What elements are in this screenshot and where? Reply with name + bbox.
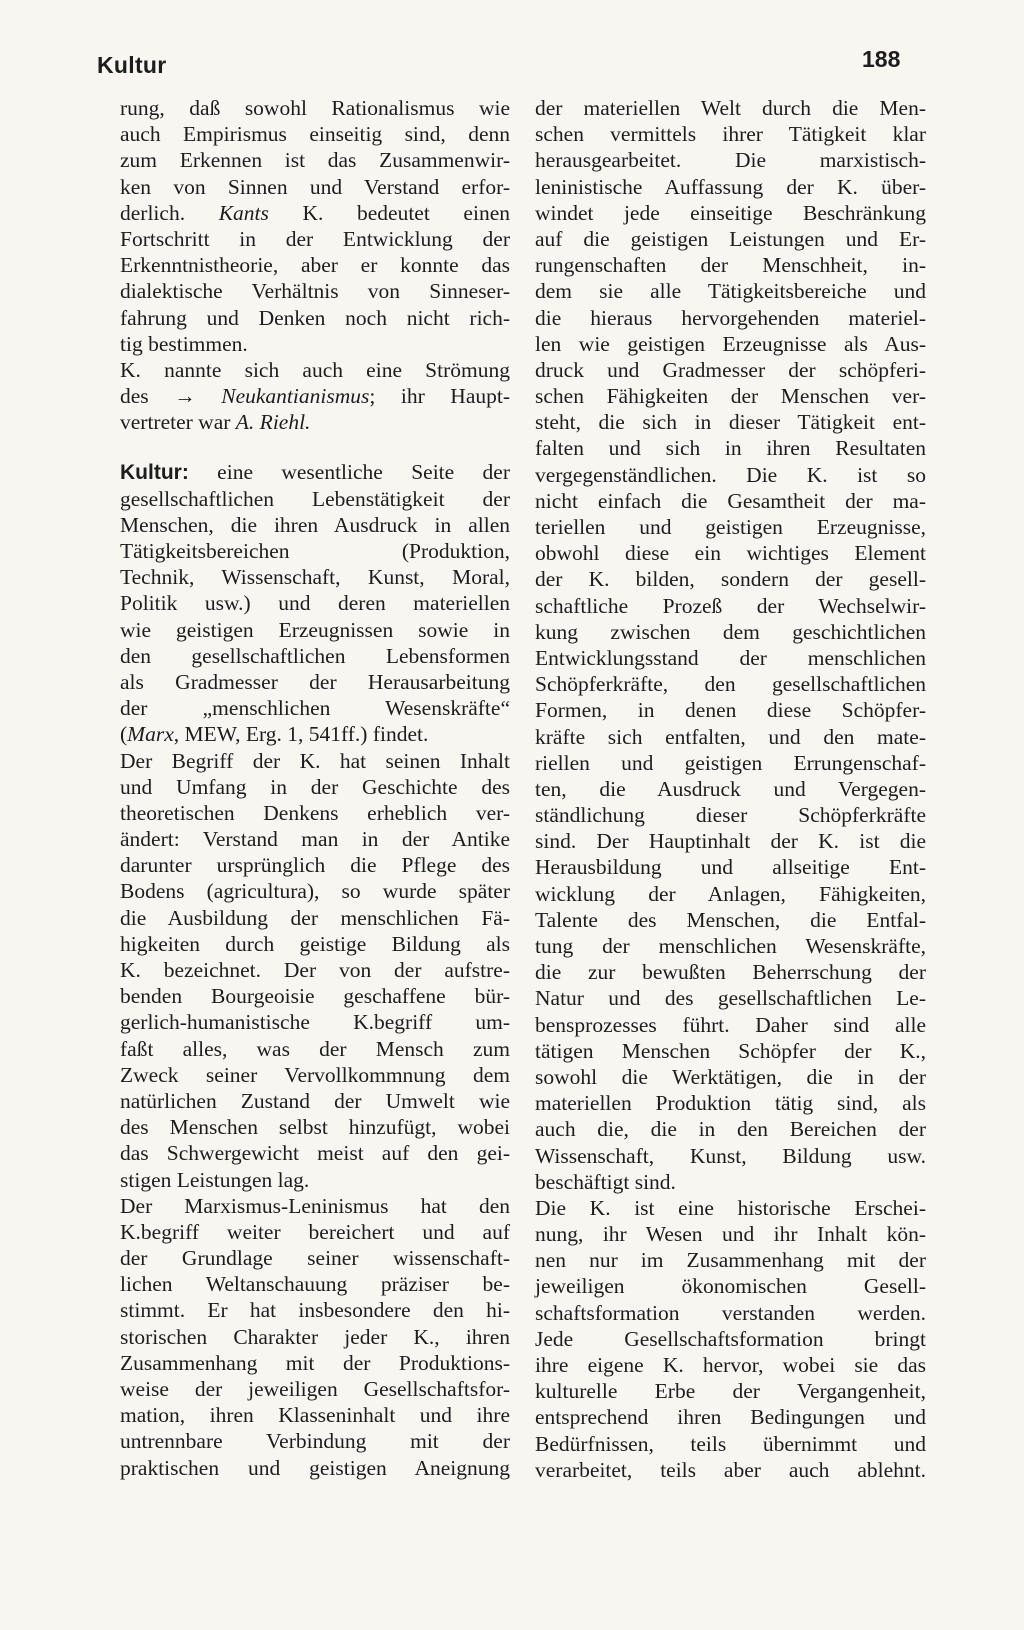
text-run: storischen Charakter jeder K., ihren	[120, 1324, 510, 1349]
text-line	[120, 331, 510, 357]
text-run: tig bestimmen.	[120, 331, 248, 356]
text-run: wie geistigen Erzeugnissen sowie in	[120, 617, 510, 642]
text-line	[535, 200, 926, 226]
text-run: Zusammenhang mit der Produktions-	[120, 1350, 510, 1375]
text-run: Erkenntnistheorie, aber er konnte das	[120, 253, 510, 278]
text-run: vertreter war	[120, 410, 236, 435]
text-line	[535, 1038, 926, 1064]
text-line	[120, 1297, 510, 1323]
text-run: K. nannte sich auch eine Strömung	[120, 357, 510, 382]
text-line	[120, 1036, 510, 1062]
text-run: riellen und geistigen Errungenschaf-	[535, 750, 926, 775]
text-run: steht, die sich in dieser Tätigkeit ent-	[535, 410, 926, 435]
text-line	[535, 671, 926, 697]
text-line	[120, 617, 510, 643]
text-run: Der Begriff der K. hat seinen Inhalt	[120, 748, 510, 773]
text-line	[120, 1062, 510, 1088]
text-run: Marx	[127, 722, 174, 747]
text-run: der „menschlichen Wesenskräfte“	[120, 696, 510, 721]
text-line	[120, 278, 510, 304]
text-line	[535, 1221, 926, 1247]
left-text-column	[120, 95, 510, 1481]
text-run: Bodens (agricultura), so wurde später	[120, 879, 510, 904]
text-run: rung, daß sowohl Rationalismus wie	[120, 96, 510, 120]
text-run: len wie geistigen Erzeugnisse als Aus-	[535, 331, 926, 356]
text-line	[535, 697, 926, 723]
text-line	[120, 1114, 510, 1140]
text-run: Jede Gesellschaftsformation bringt	[535, 1326, 926, 1351]
text-line	[535, 1352, 926, 1378]
text-run: Herausbildung und allseitige Ent-	[535, 855, 926, 880]
text-run: falten und sich in ihren Resultaten	[535, 436, 926, 461]
text-run: schaftliche Prozeß der Wechselwir-	[535, 593, 926, 618]
text-run: natürlichen Zustand der Umwelt wie	[120, 1088, 510, 1113]
text-line	[535, 1116, 926, 1142]
text-line	[120, 669, 510, 695]
text-line	[120, 905, 510, 931]
text-run: Technik, Wissenschaft, Kunst, Moral,	[120, 565, 510, 590]
text-line	[535, 619, 926, 645]
text-run: ändert: Verstand man in der Antike	[120, 827, 510, 852]
text-line	[120, 409, 510, 435]
text-line	[120, 643, 510, 669]
text-line	[120, 226, 510, 252]
text-line	[535, 776, 926, 802]
text-run: wicklung der Anlagen, Fähigkeiten,	[535, 881, 926, 906]
text-line	[120, 1271, 510, 1297]
text-run: obwohl diese ein wichtiges Element	[535, 541, 926, 566]
text-line	[535, 1300, 926, 1326]
text-line	[535, 147, 926, 173]
text-line	[120, 1245, 510, 1271]
text-run: nen nur im Zusammenhang mit der	[535, 1248, 926, 1273]
text-line	[120, 564, 510, 590]
page-number: 188	[862, 46, 901, 72]
text-line	[535, 645, 926, 671]
text-run: lichen Weltanschauung präziser be-	[120, 1272, 510, 1297]
text-line	[535, 95, 926, 121]
text-line	[120, 305, 510, 331]
text-run: Entwicklungsstand der menschlichen	[535, 645, 926, 670]
text-line	[120, 538, 510, 564]
text-run: stigen Leistungen lag.	[120, 1167, 310, 1192]
text-line	[535, 331, 926, 357]
text-run: kräfte sich entfalten, und den mate-	[535, 724, 926, 749]
text-line	[120, 878, 510, 904]
text-run: dem sie alle Tätigkeitsbereiche und	[535, 279, 926, 304]
text-run: Politik usw.) und deren materiellen	[120, 591, 510, 616]
text-line	[120, 1193, 510, 1219]
text-run: derlich.	[120, 200, 219, 225]
text-run: Schöpferkräfte, den gesellschaftlichen	[535, 672, 926, 697]
text-run: das Schwergewicht meist auf den gei-	[120, 1141, 510, 1166]
text-run: ; ihr Haupt-	[369, 384, 510, 409]
text-run: des	[120, 384, 175, 409]
text-line	[120, 590, 510, 616]
text-run: der Grundlage seiner wissenschaft-	[120, 1246, 510, 1271]
text-line	[120, 1009, 510, 1035]
text-line	[535, 593, 926, 619]
text-line	[120, 174, 510, 200]
text-run: leninistische Auffassung der K. über-	[535, 174, 926, 199]
text-run: auf die geistigen Leistungen und Er-	[535, 226, 926, 251]
text-run: gerlich-humanistische K.begriff um-	[120, 1010, 510, 1035]
text-line	[120, 1455, 510, 1481]
text-line	[535, 985, 926, 1011]
text-run: nung, ihr Wesen und ihr Inhalt kön-	[535, 1222, 926, 1247]
text-line	[535, 802, 926, 828]
text-line	[120, 1219, 510, 1245]
text-line	[120, 983, 510, 1009]
text-run: auch Empirismus einseitig sind, denn	[120, 122, 510, 147]
text-run: verarbeitet, teils aber auch ablehnt.	[535, 1457, 926, 1482]
text-run: des Menschen selbst hinzufügt, wobei	[120, 1115, 510, 1140]
text-run: auch die, die in den Bereichen der	[535, 1117, 926, 1142]
text-run: Neukantianismus	[195, 384, 370, 409]
text-line	[120, 721, 510, 747]
text-run: die hieraus hervorgehenden materiel-	[535, 305, 926, 330]
text-line	[120, 1140, 510, 1166]
text-line	[120, 1324, 510, 1350]
text-run: stimmt. Er hat insbesondere den hi-	[120, 1298, 510, 1323]
text-run: ihre eigene K. hervor, wobei sie das	[535, 1353, 926, 1377]
text-line	[535, 121, 926, 147]
text-run: die zur bewußten Beherrschung der	[535, 960, 926, 985]
text-run: druck und Gradmesser der schöpferi-	[535, 357, 926, 382]
text-line	[535, 278, 926, 304]
text-line	[535, 435, 926, 461]
text-line	[120, 1167, 510, 1193]
text-line	[535, 1012, 926, 1038]
text-run: Kants	[218, 200, 269, 225]
text-run: eine wesentliche Seite der	[188, 460, 510, 485]
text-run: die Ausbildung der menschlichen Fä-	[120, 905, 510, 930]
text-run: schen Fähigkeiten der Menschen ver-	[535, 384, 926, 409]
right-text-column	[535, 95, 926, 1483]
text-line	[535, 1431, 926, 1457]
text-line	[120, 512, 510, 538]
text-line	[120, 1402, 510, 1428]
text-run: als Gradmesser der Herausarbeitung	[120, 669, 510, 694]
text-line	[120, 121, 510, 147]
text-run: dialektische Verhältnis von Sinneser-	[120, 279, 510, 304]
text-run: ten, die Ausdruck und Vergegen-	[535, 776, 926, 801]
text-line	[535, 540, 926, 566]
text-run: kulturelle Erbe der Vergangenheit,	[535, 1379, 926, 1404]
text-line	[535, 724, 926, 750]
text-run: ken von Sinnen und Verstand erfor-	[120, 174, 510, 199]
text-run: benden Bourgeoisie geschaffene bür-	[120, 984, 510, 1009]
text-line	[120, 1428, 510, 1454]
text-line	[535, 1090, 926, 1116]
text-line	[535, 488, 926, 514]
text-line	[120, 383, 510, 409]
text-run: schen vermittels ihrer Tätigkeit klar	[535, 122, 926, 147]
text-run: Bedürfnissen, teils übernimmt und	[535, 1431, 926, 1456]
text-run: schaftsformation verstanden werden.	[535, 1300, 926, 1325]
text-line	[535, 1326, 926, 1352]
text-run: den gesellschaftlichen Lebensformen	[120, 643, 510, 668]
text-line	[120, 459, 510, 485]
text-run: Tätigkeitsbereichen (Produktion,	[120, 539, 510, 563]
text-line	[535, 1169, 926, 1195]
text-run: rungenschaften der Menschheit, in-	[535, 253, 926, 278]
text-line	[120, 852, 510, 878]
text-run: Zweck seiner Vervollkommnung dem	[120, 1062, 510, 1087]
text-run: jeweiligen ökonomischen Gesell-	[535, 1274, 926, 1299]
text-line	[120, 800, 510, 826]
text-run: weise der jeweiligen Gesellschaftsfor-	[120, 1377, 510, 1401]
text-line	[535, 383, 926, 409]
text-line	[120, 1350, 510, 1376]
text-run: vergegenständlichen. Die K. ist so	[535, 462, 926, 487]
text-run: entsprechend ihren Bedingungen und	[535, 1405, 926, 1430]
text-line	[535, 1378, 926, 1404]
text-line	[535, 1273, 926, 1299]
text-run: Fortschritt in der Entwicklung der	[120, 226, 510, 251]
text-line	[535, 907, 926, 933]
text-line	[120, 1376, 510, 1402]
text-line	[535, 1143, 926, 1169]
text-run: beschäftigt sind.	[535, 1169, 676, 1194]
text-run: und Umfang in der Geschichte des	[120, 774, 510, 799]
text-run: theoretischen Denkens erheblich ver-	[120, 800, 510, 825]
text-line	[120, 95, 510, 121]
text-run: Formen, in denen diese Schöpfer-	[535, 698, 926, 723]
text-line	[120, 957, 510, 983]
text-run: windet jede einseitige Beschränkung	[535, 200, 926, 225]
text-line	[120, 357, 510, 383]
text-line	[120, 826, 510, 852]
text-line	[535, 409, 926, 435]
text-run: Die K. ist eine historische Erschei-	[535, 1195, 926, 1220]
text-run: Talente des Menschen, die Entfal-	[535, 907, 926, 932]
text-run: tung der menschlichen Wesenskräfte,	[535, 934, 926, 958]
text-line	[535, 305, 926, 331]
text-run: herausgearbeitet. Die marxistisch-	[535, 148, 926, 173]
text-line	[535, 252, 926, 278]
text-run: materiellen Produktion tätig sind, als	[535, 1091, 926, 1116]
text-run: kung zwischen dem geschichtlichen	[535, 619, 926, 644]
text-line	[535, 1404, 926, 1430]
text-run: sowohl die Werktätigen, die in der	[535, 1064, 926, 1089]
text-line	[535, 933, 926, 959]
text-run: untrennbare Verbindung mit der	[120, 1429, 510, 1454]
text-line	[120, 486, 510, 512]
text-line	[535, 959, 926, 985]
text-run: K. bedeutet einen	[268, 200, 510, 225]
text-run: bensprozesses führt. Daher sind alle	[535, 1012, 926, 1037]
text-line	[535, 828, 926, 854]
text-run: zum Erkennen ist das Zusammenwir-	[120, 148, 510, 173]
text-run: teriellen und geistigen Erzeugnisse,	[535, 515, 926, 539]
running-header-title: Kultur	[97, 52, 167, 78]
text-run: tätigen Menschen Schöpfer der K.,	[535, 1038, 926, 1063]
text-line	[535, 462, 926, 488]
text-run: der K. bilden, sondern der gesell-	[535, 567, 926, 592]
text-line	[120, 200, 510, 226]
text-run: der materiellen Welt durch die Men-	[535, 96, 926, 120]
text-line	[120, 147, 510, 173]
text-run: Menschen, die ihren Ausdruck in allen	[120, 512, 510, 537]
text-run: A. Riehl.	[235, 410, 311, 435]
entry-headword: Kultur:	[120, 461, 189, 485]
text-run: higkeiten durch geistige Bildung als	[120, 931, 510, 956]
text-line	[120, 748, 510, 774]
text-run: K. bezeichnet. Der von der aufstre-	[120, 958, 510, 982]
text-run: gesellschaftlichen Lebenstätigkeit der	[120, 486, 510, 511]
text-line	[120, 1088, 510, 1114]
text-run: fahrung und Denken noch nicht rich-	[120, 305, 510, 330]
text-line	[535, 854, 926, 880]
text-line	[535, 1457, 926, 1483]
text-run: (	[120, 722, 128, 747]
text-line	[535, 357, 926, 383]
text-run: darunter ursprünglich die Pflege des	[120, 853, 510, 878]
text-line	[535, 174, 926, 200]
text-run: →	[174, 384, 196, 409]
text-run: Wissenschaft, Kunst, Bildung usw.	[535, 1143, 926, 1168]
text-line	[535, 226, 926, 252]
text-run: nicht einfach die Gesamtheit der ma-	[535, 488, 926, 513]
text-line	[535, 750, 926, 776]
text-run: mation, ihren Klasseninhalt und ihre	[120, 1403, 510, 1428]
text-run: Natur und des gesellschaftlichen Le-	[535, 986, 926, 1011]
text-line	[535, 514, 926, 540]
text-run: ständlichung dieser Schöpferkräfte	[535, 803, 926, 828]
text-run: Der Marxismus-Leninismus hat den	[120, 1193, 510, 1218]
text-line	[535, 881, 926, 907]
text-line	[535, 1064, 926, 1090]
text-run: , MEW, Erg. 1, 541ff.) findet.	[173, 722, 429, 747]
text-run: K.begriff weiter bereichert und auf	[120, 1219, 510, 1244]
text-line	[120, 695, 510, 721]
text-run: faßt alles, was der Mensch zum	[120, 1036, 510, 1061]
text-line	[120, 774, 510, 800]
text-line	[120, 252, 510, 278]
text-run: praktischen und geistigen Aneignung	[120, 1455, 510, 1480]
text-run: sind. Der Hauptinhalt der K. ist die	[535, 829, 926, 854]
text-line	[120, 931, 510, 957]
text-line	[535, 1195, 926, 1221]
text-line	[535, 1247, 926, 1273]
text-line	[535, 566, 926, 592]
